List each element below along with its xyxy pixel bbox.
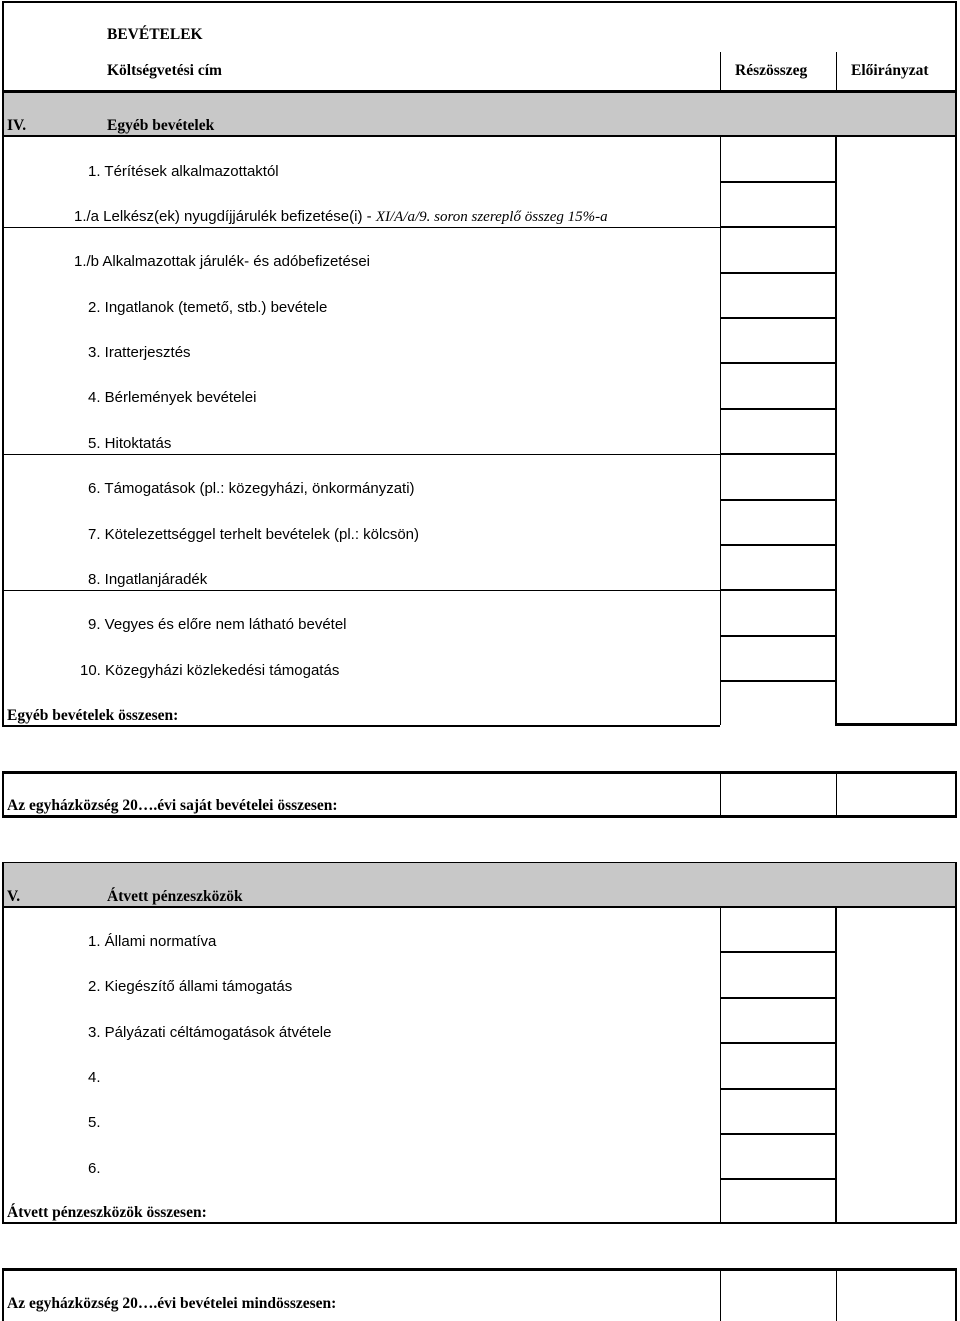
section-v-title: Átvett pénzeszközök [107,888,243,905]
item-v-5: 5. [88,1114,101,1131]
column-header-subtotal: Részösszeg [735,62,808,79]
subtotal-cell-iv-1b[interactable] [722,228,834,271]
section-v-number: V. [7,888,21,905]
subtotal-cell-iv-1a[interactable] [722,183,834,225]
section-v-total-label: Átvett pénzeszközök összesen: [7,1204,207,1221]
item-v-1: 1. Állami normatíva [88,933,217,950]
item-v-4: 4. [88,1069,101,1086]
item-iv-1a: 1./a Lelkész(ek) nyugdíjjárulék befizetése(i) - XI/A/a/9. soron szereplő összeg 15%-a [74,208,608,225]
item-iv-8: 8. Ingatlanjáradék [88,571,208,588]
item-iv-10: 10. Közegyházi közlekedési támogatás [80,662,340,679]
section-iv-total-label: Egyéb bevételek összesen: [7,707,179,724]
item-iv-1b: 1./b Alkalmazottak járulék- és adóbefizetései [74,253,370,270]
item-v-3: 3. Pályázati céltámogatások átvétele [88,1024,332,1041]
item-iv-5: 5. Hitoktatás [88,435,172,452]
own-revenue-total-value[interactable] [837,774,955,815]
item-iv-1: 1. Térítések alkalmazottaktól [88,163,279,180]
item-iv-9: 9. Vegyes és előre nem látható bevétel [88,616,347,633]
grand-total-label: Az egyházközség 20….évi bevételei mindösszesen: [7,1295,337,1312]
appropriation-cell-iv[interactable] [837,137,955,722]
appropriation-cell-v[interactable] [837,908,955,1221]
item-iv-1a-italic: XI/A/a/9. soron szereplő összeg 15%-a [375,209,608,225]
grand-total-value[interactable] [837,1271,955,1321]
subtotal-cell-iv-1[interactable] [722,137,834,180]
item-iv-6: 6. Támogatások (pl.: közegyházi, önkormányzati) [88,480,415,497]
form-title: BEVÉTELEK [107,26,203,43]
column-header-title: Költségvetési cím [107,62,222,79]
own-revenue-total-label: Az egyházközség 20….évi saját bevételei összesen: [7,797,338,814]
item-iv-4: 4. Bérlemények bevételei [88,389,257,406]
item-v-2: 2. Kiegészítő állami támogatás [88,978,293,995]
item-iv-3: 3. Iratterjesztés [88,344,191,361]
item-iv-7: 7. Kötelezettséggel terhelt bevételek (pl.: kölcsön) [88,526,420,543]
section-iv-number: IV. [7,117,27,134]
column-header-appropriation: Előirányzat [851,62,929,79]
section-iv-title: Egyéb bevételek [107,117,215,134]
item-v-6: 6. [88,1160,101,1177]
item-iv-2: 2. Ingatlanok (temető, stb.) bevétele [88,299,328,316]
